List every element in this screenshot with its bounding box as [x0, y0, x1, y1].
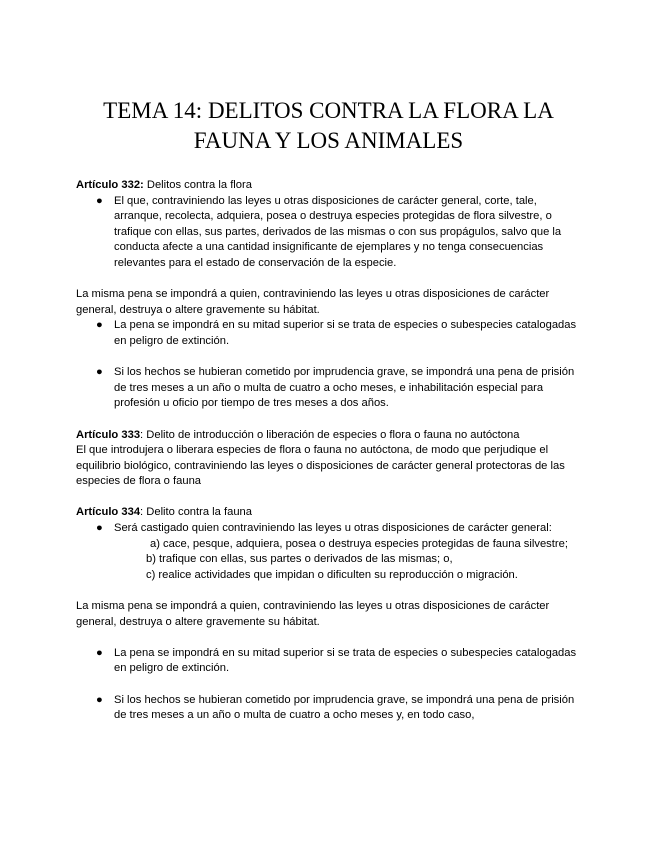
spacer — [76, 350, 581, 366]
article-332-list-3 — [76, 365, 581, 412]
list-item-text: La pena se impondrá en su mitad superior si se trata de especies o subespecies catalogadas en peligro de extinción. — [114, 646, 577, 675]
spacer — [76, 272, 581, 288]
article-334-list-3 — [76, 693, 581, 724]
article-333-label: Artículo 333 — [76, 428, 141, 441]
sub-item-b: b) trafique con ellas, sus partes o derivados de las mismas; o, — [146, 553, 453, 566]
bullet-icon: ● — [96, 366, 103, 379]
title-line-1: TEMA 14: DELITOS CONTRA LA FLORA LA — [103, 98, 554, 123]
list-item-text: La pena se impondrá en su mitad superior si se trata de especies o subespecies catalogadas en peligro de extinción. — [114, 319, 577, 347]
list-item-text: Será castigado quien contraviniendo las leyes u otras disposiciones de carácter general: — [114, 522, 552, 535]
list-item-text: El que, contraviniendo las leyes u otras disposiciones de carácter general, corte, tale, arranque, recolecta, adquiera, posea o destruya especies protegidas de flora silvestre, o trafique con ellas, sus partes, derivados de las mismas o con sus propágulos, salvo que la conducta afecte a una cantidad insignificante de ejemplares y no tenga consecuencias relevantes para el estado de conservación de la especie. — [114, 194, 562, 269]
spacer — [76, 490, 581, 506]
spacer — [76, 412, 581, 428]
title-line-2: FAUNA Y LOS ANIMALES — [193, 128, 464, 153]
spacer — [76, 677, 581, 693]
list-item — [76, 194, 581, 272]
sub-item-c: c) realice actividades que impidan o dificulten su reproducción o migración. — [146, 568, 518, 581]
list-item — [76, 365, 581, 412]
article-334-label: Artículo 334 — [76, 506, 141, 519]
bullet-icon: ● — [96, 194, 103, 207]
list-item — [76, 318, 581, 349]
article-332-subtitle: Delitos contra la flora — [143, 179, 252, 191]
bullet-icon: ● — [96, 693, 103, 706]
sub-item-a — [76, 537, 581, 553]
bullet-icon: ● — [96, 522, 103, 535]
list-item — [76, 521, 581, 537]
article-334-list-1 — [76, 521, 581, 537]
article-334-heading — [76, 505, 581, 521]
article-334-subtitle: : Delito contra la fauna — [140, 506, 252, 519]
list-item — [76, 646, 581, 677]
spacer — [76, 630, 581, 646]
article-332-paragraph: La misma pena se impondrá a quien, contraviniendo las leyes u otras disposiciones de carácter general, destruya o altere gravemente su hábitat. — [76, 288, 550, 316]
article-332-label: Artículo 332: — [76, 179, 144, 191]
bullet-icon: ● — [96, 646, 103, 659]
list-item — [76, 693, 581, 724]
article-332-heading — [76, 178, 581, 194]
list-item-text: Si los hechos se hubieran cometido por imprudencia grave, se impondrá una pena de prisión de tres meses a un año o multa de cuatro a ocho meses y, en todo caso, — [114, 693, 575, 722]
page-title — [76, 96, 581, 156]
list-item-text: Si los hechos se hubieran cometido por imprudencia grave, se impondrá una pena de prisión de tres meses a un año o multa de cuatro a ocho meses, e inhabilitación especial para profesión u oficio por tiempo de tres meses a dos años. — [114, 366, 575, 410]
article-333-body: El que introdujera o liberara especies de flora o fauna no autóctona, de modo que perjudique el equilibrio biológico, contraviniendo las leyes o disposiciones de carácter general protectoras de las especies de flora o fauna — [76, 444, 565, 488]
bullet-icon: ● — [96, 319, 103, 332]
article-334-list-2 — [76, 646, 581, 677]
article-332-list-2 — [76, 318, 581, 349]
article-332-list-1 — [76, 194, 581, 272]
article-333-subtitle: : Delito de introducción o liberación de especies o flora o fauna no autóctona — [140, 428, 520, 441]
article-333-heading — [76, 428, 581, 444]
spacer — [76, 583, 581, 599]
article-334-paragraph: La misma pena se impondrá a quien, contraviniendo las leyes u otras disposiciones de carácter general, destruya o altere gravemente su hábitat. — [76, 600, 550, 628]
sub-item-a-text: a) cace, pesque, adquiera, posea o destruya especies protegidas de fauna silvestre; — [150, 537, 568, 550]
